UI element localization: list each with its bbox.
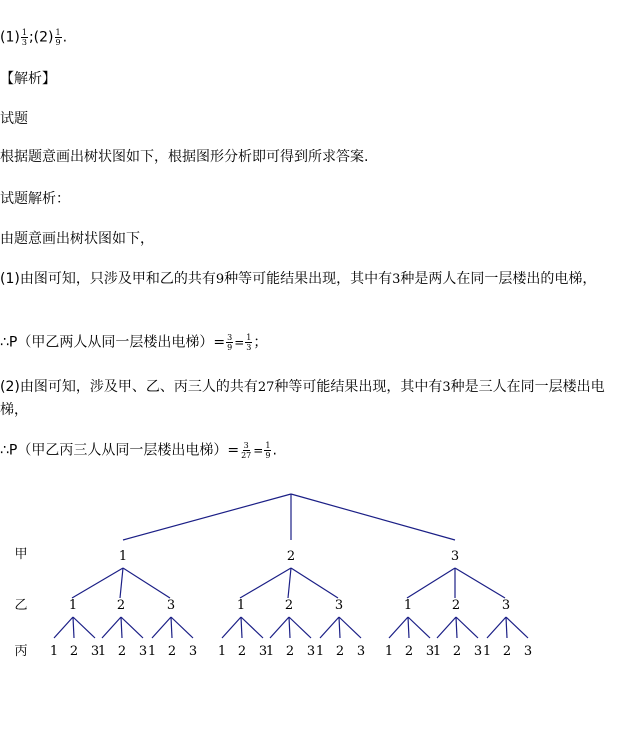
branch-jia2-yi3 <box>291 568 338 598</box>
node-bing-131: 1 <box>147 644 157 659</box>
node-yi-1-1: 1 <box>68 598 78 613</box>
part1-label: (1) <box>0 271 20 287</box>
branch-yi2-bing3 <box>289 617 311 638</box>
node-bing-332: 2 <box>502 644 512 659</box>
branch-yi1-bing1 <box>389 617 408 638</box>
node-yi-2-3: 3 <box>334 598 344 613</box>
question-label: 试题 <box>0 111 28 127</box>
branch-yi1-bing2 <box>73 617 74 638</box>
analysis-heading: 【解析】 <box>0 71 56 87</box>
node-bing-331: 1 <box>482 644 492 659</box>
branch-yi2-bing2 <box>456 617 457 638</box>
prob1-fraction-a: $\frac{3}{9}$ <box>227 333 233 352</box>
part2-label: (2) <box>0 379 20 395</box>
node-bing-132: 2 <box>167 644 177 659</box>
node-bing-231: 1 <box>315 644 325 659</box>
node-bing-212: 2 <box>237 644 247 659</box>
node-bing-312: 2 <box>404 644 414 659</box>
method-text: 根据题意画出树状图如下，根据图形分析即可得到所求答案. <box>0 149 369 165</box>
branch-yi1-bing1 <box>222 617 241 638</box>
branch-jia2-yi1 <box>240 568 291 598</box>
node-yi-2-2: 2 <box>284 598 294 613</box>
part1-text-c: 种是两人在同一层楼出的电梯， <box>400 271 597 287</box>
branch-yi1-bing2 <box>241 617 242 638</box>
branch-yi3-bing3 <box>339 617 361 638</box>
node-yi-1-3: 3 <box>166 598 176 613</box>
node-bing-123: 3 <box>138 644 148 659</box>
node-bing-313: 3 <box>425 644 435 659</box>
branch-yi3-bing1 <box>320 617 339 638</box>
branch-yi1-bing3 <box>241 617 263 638</box>
prob2-end: . <box>272 442 277 459</box>
part1-favorable: 3 <box>392 272 401 287</box>
node-yi-3-3: 3 <box>501 598 511 613</box>
node-jia-1: 1 <box>118 549 128 564</box>
row-label-3: 丙 <box>14 644 28 659</box>
part2-text-a: 由图可知，涉及甲、乙、丙三人的共有 <box>19 379 258 395</box>
branch-jia1-yi2 <box>120 568 123 598</box>
part1-total: 9 <box>215 272 225 287</box>
node-bing-213: 3 <box>258 644 268 659</box>
prob1-end: ； <box>253 334 268 351</box>
node-yi-2-1: 1 <box>236 598 246 613</box>
branch-root-to-3 <box>291 494 455 540</box>
branch-jia3-yi3 <box>455 568 505 598</box>
node-bing-121: 1 <box>97 644 107 659</box>
node-bing-322: 2 <box>452 644 462 659</box>
node-yi-1-2: 2 <box>116 598 126 613</box>
prob1-equals: = <box>234 335 245 350</box>
branch-jia3-yi1 <box>407 568 455 598</box>
answer-fraction-2: $\frac{1}{9}$ <box>55 28 61 47</box>
part1-text-b: 种等可能结果出现，其中有 <box>224 271 393 287</box>
node-bing-323: 3 <box>473 644 483 659</box>
node-bing-122: 2 <box>117 644 127 659</box>
node-jia-3: 3 <box>450 549 460 564</box>
part1-text-a: 由图可知，只涉及甲和乙的共有 <box>19 271 216 287</box>
node-bing-221: 1 <box>265 644 275 659</box>
branch-yi2-bing2 <box>289 617 290 638</box>
branch-yi2-bing1 <box>270 617 289 638</box>
branch-yi2-bing1 <box>437 617 456 638</box>
branch-jia1-yi1 <box>72 568 123 598</box>
branch-yi3-bing1 <box>152 617 171 638</box>
node-bing-222: 2 <box>285 644 295 659</box>
prob2-fraction-a: $\frac{3}{27}$ <box>241 441 252 460</box>
branch-yi3-bing2 <box>339 617 340 638</box>
answer-part1-prefix: (1) <box>0 29 20 46</box>
node-bing-333: 3 <box>523 644 533 659</box>
node-bing-111: 1 <box>49 644 59 659</box>
row-label-1: 甲 <box>14 547 28 562</box>
node-bing-113: 3 <box>90 644 100 659</box>
part2-text-b: 种等可能结果出现，其中有 <box>274 379 443 395</box>
part2-total: 27 <box>257 380 275 395</box>
node-bing-232: 2 <box>335 644 345 659</box>
node-bing-311: 1 <box>384 644 394 659</box>
prob2-equals: = <box>253 443 264 458</box>
branch-yi3-bing2 <box>171 617 172 638</box>
answer-fraction-1: $\frac{1}{3}$ <box>21 28 27 47</box>
prob2-fraction-b: $\frac{1}{9}$ <box>265 441 271 460</box>
part2-favorable: 3 <box>442 380 451 395</box>
node-bing-133: 3 <box>188 644 198 659</box>
node-yi-3-1: 1 <box>403 598 413 613</box>
branch-yi1-bing2 <box>408 617 409 638</box>
branch-yi3-bing1 <box>487 617 506 638</box>
intro-text: 由题意画出树状图如下， <box>0 231 154 247</box>
branch-root-to-1 <box>123 494 291 540</box>
branch-yi3-bing2 <box>506 617 507 638</box>
prob1-prefix: ∴P（甲乙两人从同一层楼出电梯）= <box>0 334 226 351</box>
branch-yi2-bing1 <box>102 617 121 638</box>
answer-end: . <box>62 29 68 46</box>
branch-jia1-yi3 <box>123 568 170 598</box>
node-bing-211: 1 <box>217 644 227 659</box>
part2-text-c: 种是三人在同一层楼出电梯， <box>0 379 605 418</box>
branch-yi1-bing3 <box>408 617 430 638</box>
branch-yi3-bing3 <box>506 617 528 638</box>
branch-yi2-bing3 <box>121 617 143 638</box>
branch-yi2-bing2 <box>121 617 122 638</box>
solution-label: 试题解析： <box>0 191 70 207</box>
prob1-fraction-b: $\frac{1}{3}$ <box>246 333 252 352</box>
node-bing-112: 2 <box>69 644 79 659</box>
answer-separator: ;(2) <box>28 29 54 46</box>
branch-yi1-bing1 <box>54 617 73 638</box>
node-yi-3-2: 2 <box>451 598 461 613</box>
branch-yi3-bing3 <box>171 617 193 638</box>
node-jia-2: 2 <box>286 549 296 564</box>
branch-jia2-yi2 <box>288 568 291 598</box>
row-label-2: 乙 <box>14 598 28 613</box>
node-bing-321: 1 <box>432 644 442 659</box>
prob2-prefix: ∴P（甲乙丙三人从同一层楼出电梯）= <box>0 442 240 459</box>
node-bing-223: 3 <box>306 644 316 659</box>
branch-yi2-bing3 <box>456 617 478 638</box>
branch-yi1-bing3 <box>73 617 95 638</box>
node-bing-233: 3 <box>356 644 366 659</box>
